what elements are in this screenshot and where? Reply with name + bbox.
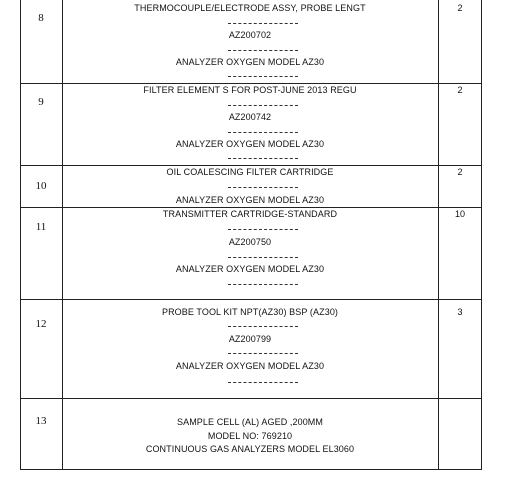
model-name: CONTINUOUS GAS ANALYZERS MODEL EL3060: [145, 444, 355, 454]
quantity: 2: [457, 3, 463, 13]
part-number: AZ200742: [228, 112, 272, 122]
quantity: 2: [457, 167, 463, 177]
item-description: FILTER ELEMENT S FOR POST-JUNE 2013 REGU: [143, 85, 357, 95]
item-description: TRANSMITTER CARTRIDGE-STANDARD: [162, 209, 338, 219]
quantity: 3: [457, 307, 463, 317]
row-divider: [20, 165, 482, 166]
item-description: PROBE TOOL KIT NPT(AZ30) BSP (AZ30): [161, 307, 339, 317]
separator-dash: [228, 23, 298, 24]
separator-dash: [228, 132, 298, 133]
quantity: 10: [454, 209, 465, 219]
model-name: ANALYZER OXYGEN MODEL AZ30: [175, 361, 325, 371]
row-divider: [20, 83, 482, 84]
row-number: 13: [35, 415, 47, 427]
model-name: ANALYZER OXYGEN MODEL AZ30: [175, 57, 325, 67]
column-divider-quantity: [438, 0, 439, 470]
model-name: ANALYZER OXYGEN MODEL AZ30: [175, 264, 325, 274]
row-divider: [20, 299, 482, 300]
separator-dash: [228, 229, 298, 230]
column-divider-number: [62, 0, 63, 470]
table-border-bottom: [20, 469, 482, 470]
separator-dash: [228, 353, 298, 354]
row-divider: [20, 398, 482, 399]
separator-dash: [228, 382, 298, 383]
separator-dash: [228, 50, 298, 51]
table-border-right: [481, 0, 482, 470]
separator-dash: [228, 187, 298, 188]
model-number: MODEL NO: 769210: [207, 431, 293, 441]
item-description: SAMPLE CELL (AL) AGED ,200MM: [176, 417, 324, 427]
separator-dash: [228, 326, 298, 327]
separator-dash: [228, 284, 298, 285]
row-number: 8: [38, 12, 44, 24]
part-number: AZ200750: [228, 237, 272, 247]
part-number: AZ200702: [228, 30, 272, 40]
model-name: ANALYZER OXYGEN MODEL AZ30: [175, 195, 325, 205]
row-divider: [20, 207, 482, 208]
item-description: OIL COALESCING FILTER CARTRIDGE: [166, 167, 334, 177]
model-name: ANALYZER OXYGEN MODEL AZ30: [175, 139, 325, 149]
separator-dash: [228, 76, 298, 77]
item-description: THERMOCOUPLE/ELECTRODE ASSY, PROBE LENGT: [134, 3, 366, 13]
separator-dash: [228, 257, 298, 258]
row-number: 12: [35, 318, 47, 330]
separator-dash: [228, 105, 298, 106]
quantity: 2: [457, 85, 463, 95]
separator-dash: [228, 158, 298, 159]
row-number: 11: [35, 221, 47, 233]
part-number: AZ200799: [228, 334, 272, 344]
row-number: 9: [38, 96, 44, 108]
table-border-left: [20, 0, 21, 470]
row-number: 10: [35, 180, 47, 192]
